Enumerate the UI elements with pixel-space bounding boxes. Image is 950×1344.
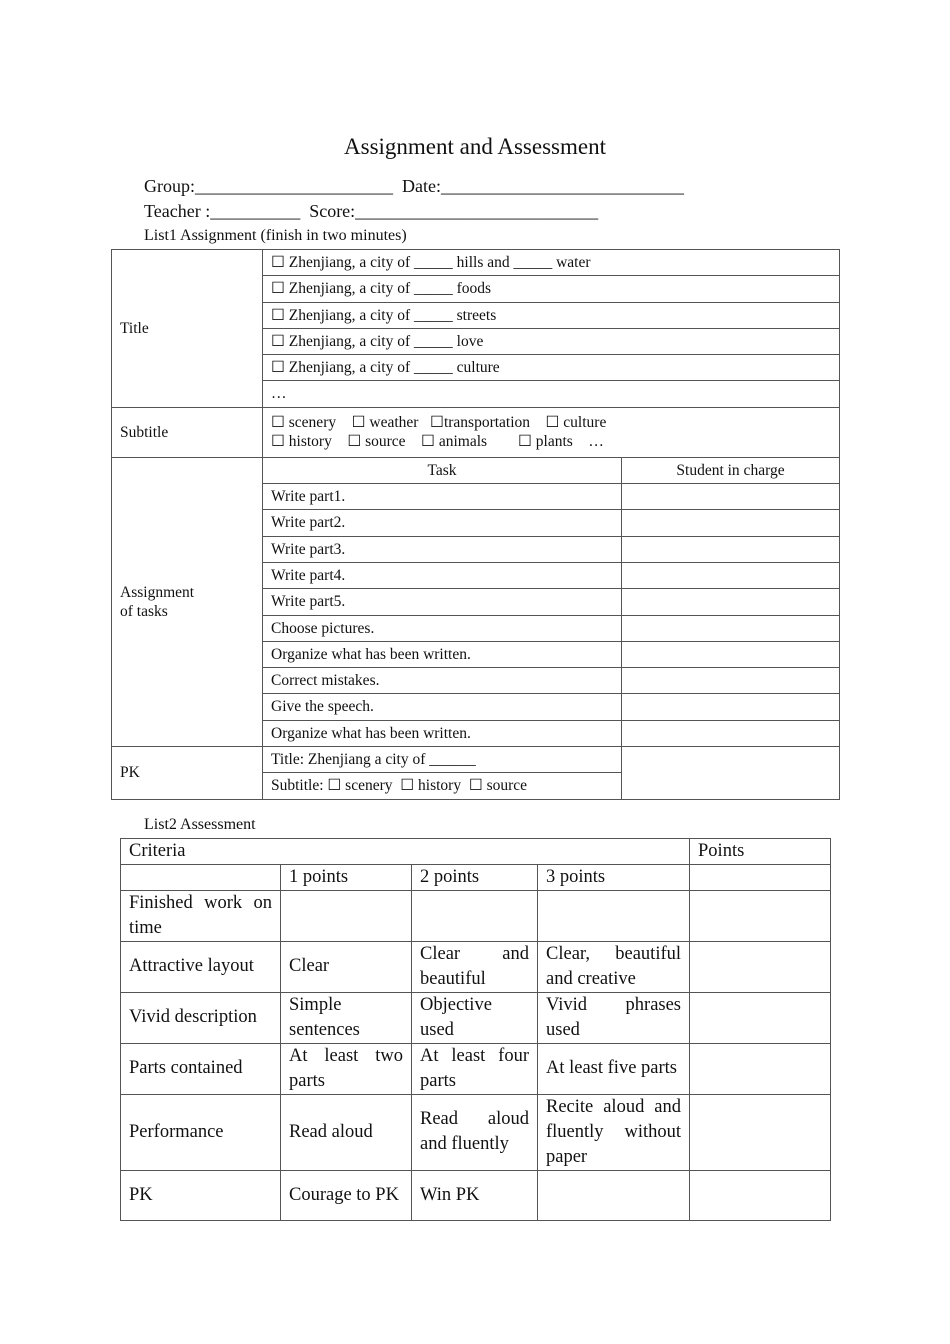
level-3-cell	[538, 890, 690, 941]
level-1-cell: Courage to PK	[281, 1170, 412, 1220]
criterion-cell: Attractive layout	[121, 941, 281, 992]
level-3-cell: Recite aloud and fluently without paper	[538, 1094, 690, 1170]
points-cell[interactable]	[690, 941, 831, 992]
student-cell[interactable]	[622, 668, 840, 694]
teacher-score-line[interactable]: Teacher :__________ Score:___________________________	[144, 201, 599, 221]
task-cell: Organize what has been written.	[263, 720, 622, 746]
task-header: Task	[263, 457, 622, 483]
title-option[interactable]: ☐ Zhenjiang, a city of _____ hills and _____ water	[263, 250, 840, 276]
subtitle-options-line1[interactable]: ☐ scenery ☐ weather ☐transportation ☐ culture	[271, 413, 607, 431]
criteria-header: Criteria	[121, 839, 690, 865]
level-2-cell	[412, 890, 538, 941]
student-cell[interactable]	[622, 615, 840, 641]
pk-student-cell[interactable]	[622, 747, 840, 800]
points-cell[interactable]	[690, 890, 831, 941]
title-option[interactable]: ☐ Zhenjiang, a city of _____ culture	[263, 355, 840, 381]
task-cell: Write part5.	[263, 589, 622, 615]
subtitle-label: Subtitle	[112, 407, 263, 457]
pk-title[interactable]: Title: Zhenjiang a city of ______	[263, 747, 622, 773]
level-2-cell: Objective used	[412, 992, 538, 1043]
points-cell[interactable]	[690, 1043, 831, 1094]
level-3-header: 3 points	[538, 865, 690, 891]
points-header: Points	[690, 839, 831, 865]
title-option[interactable]: ☐ Zhenjiang, a city of _____ love	[263, 328, 840, 354]
task-cell: Correct mistakes.	[263, 668, 622, 694]
level-1-header: 1 points	[281, 865, 412, 891]
subtitle-options[interactable]	[263, 407, 840, 457]
level-1-cell: Simple sentences	[281, 992, 412, 1043]
task-cell: Choose pictures.	[263, 615, 622, 641]
blank-header	[121, 865, 281, 891]
criterion-cell: PK	[121, 1170, 281, 1220]
subtitle-options-line2[interactable]: ☐ history ☐ source ☐ animals ☐ plants …	[271, 433, 604, 451]
title-option[interactable]: ☐ Zhenjiang, a city of _____ streets	[263, 302, 840, 328]
level-2-header: 2 points	[412, 865, 538, 891]
assessment-table	[120, 838, 831, 1221]
pk-label: PK	[112, 747, 263, 800]
student-cell[interactable]	[622, 720, 840, 746]
student-cell[interactable]	[622, 536, 840, 562]
level-3-cell: At least five parts	[538, 1043, 690, 1094]
points-blank[interactable]	[690, 865, 831, 891]
level-3-cell: Clear, beautiful and creative	[538, 941, 690, 992]
assignment-table	[111, 249, 840, 800]
student-cell[interactable]	[622, 510, 840, 536]
assignment-label: Assignment of tasks	[112, 457, 263, 746]
title-label: Title	[112, 250, 263, 408]
level-1-cell: At least two parts	[281, 1043, 412, 1094]
level-2-cell: Clear and beautiful	[412, 941, 538, 992]
criterion-cell: Finished work on time	[121, 890, 281, 941]
student-cell[interactable]	[622, 562, 840, 588]
points-cell[interactable]	[690, 1170, 831, 1220]
points-cell[interactable]	[690, 1094, 831, 1170]
level-1-cell: Read aloud	[281, 1094, 412, 1170]
level-3-cell: Vivid phrases used	[538, 992, 690, 1043]
title-option[interactable]: ☐ Zhenjiang, a city of _____ foods	[263, 276, 840, 302]
level-1-cell: Clear	[281, 941, 412, 992]
group-date-line[interactable]: Group:______________________ Date:___________________________	[144, 176, 684, 196]
level-3-cell	[538, 1170, 690, 1220]
list2-caption: List2 Assessment	[144, 816, 256, 833]
student-cell[interactable]	[622, 484, 840, 510]
task-cell: Write part4.	[263, 562, 622, 588]
level-1-cell	[281, 890, 412, 941]
list1-caption: List1 Assignment (finish in two minutes)	[144, 227, 407, 244]
page-title: Assignment and Assessment	[344, 134, 606, 159]
criterion-cell: Parts contained	[121, 1043, 281, 1094]
title-option-more: …	[263, 381, 840, 407]
points-cell[interactable]	[690, 992, 831, 1043]
criterion-cell: Vivid description	[121, 992, 281, 1043]
level-2-cell: Read aloud and fluently	[412, 1094, 538, 1170]
student-cell[interactable]	[622, 694, 840, 720]
task-cell: Write part1.	[263, 484, 622, 510]
task-cell: Give the speech.	[263, 694, 622, 720]
pk-subtitle[interactable]: Subtitle: ☐ scenery ☐ history ☐ source	[263, 773, 622, 799]
student-header: Student in charge	[622, 457, 840, 483]
task-cell: Write part2.	[263, 510, 622, 536]
task-cell: Write part3.	[263, 536, 622, 562]
student-cell[interactable]	[622, 641, 840, 667]
task-cell: Organize what has been written.	[263, 641, 622, 667]
criterion-cell: Performance	[121, 1094, 281, 1170]
student-cell[interactable]	[622, 589, 840, 615]
level-2-cell: At least four parts	[412, 1043, 538, 1094]
level-2-cell: Win PK	[412, 1170, 538, 1220]
